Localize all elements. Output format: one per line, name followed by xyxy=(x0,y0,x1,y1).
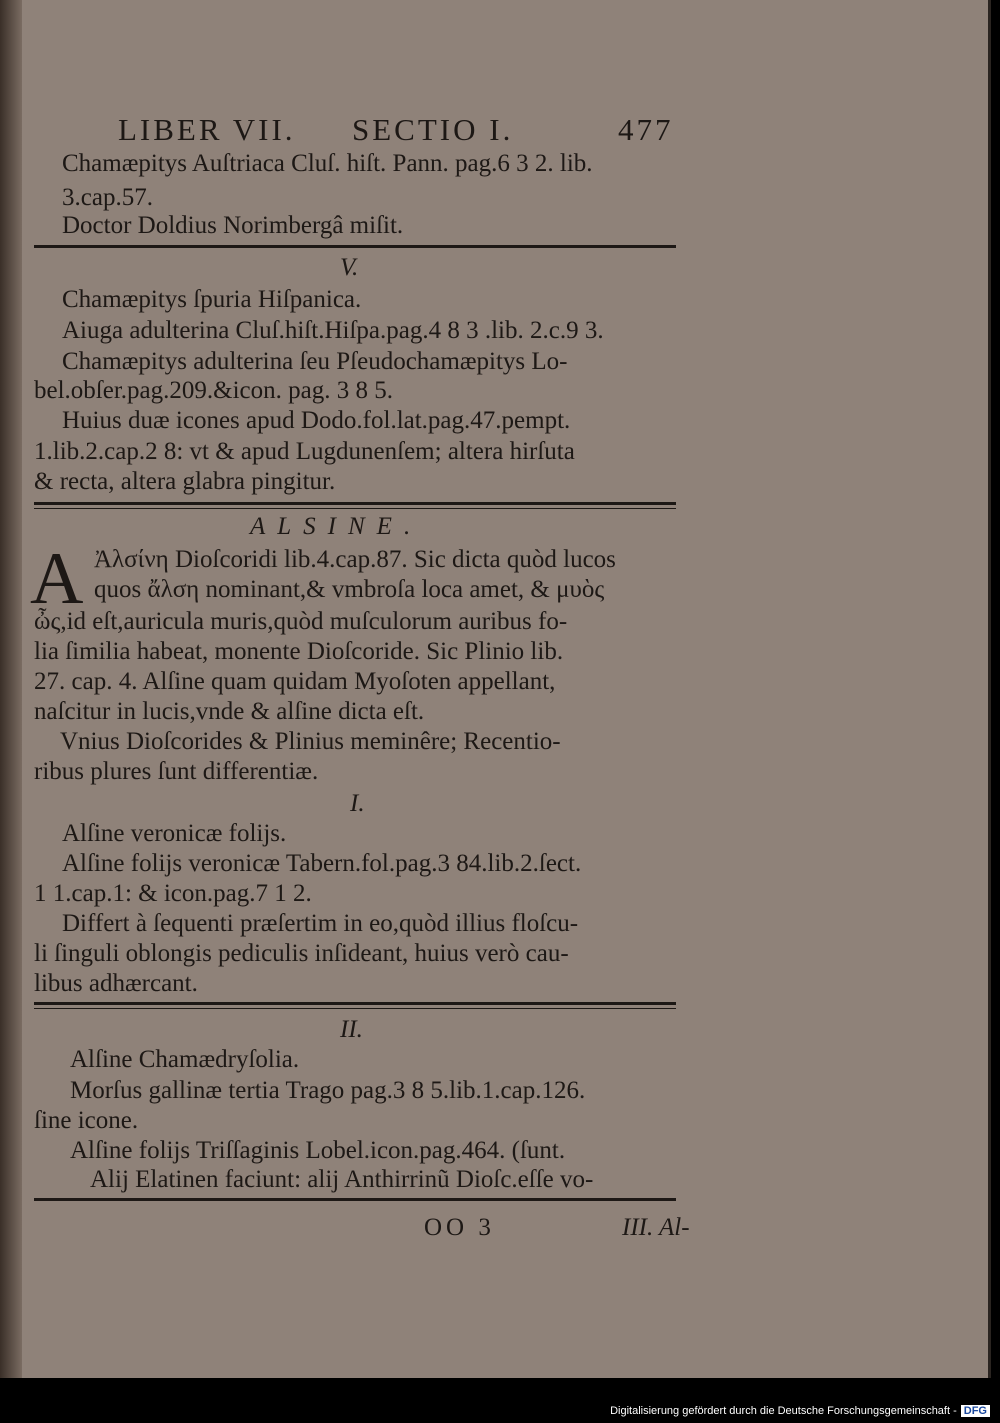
section-rule xyxy=(34,245,676,248)
text-line: libus adhærcant. xyxy=(34,970,198,997)
text-line: ὦς,id eſt,auricula muris,quòd muſculorum auribus fo- xyxy=(34,608,568,635)
text-line: 1.lib.2.cap.2 8: vt & apud Lugdunenſem; altera hirſuta xyxy=(34,438,575,465)
section-rule xyxy=(34,502,676,505)
signature-mark: OO 3 xyxy=(424,1214,495,1241)
section-number-ii: II. xyxy=(340,1016,363,1043)
text-line: 3.cap.57. xyxy=(62,184,153,211)
running-head-liber: LIBER VII. xyxy=(118,112,296,147)
text-line: Alij Elatinen faciunt: alij Anthirrinũ Dioſc.eſſe vo- xyxy=(90,1166,594,1193)
text-line: Vnius Dioſcorides & Plinius meminêre; Recentio- xyxy=(60,728,561,755)
text-line: 27. cap. 4. Alſine quam quidam Myoſoten appellant, xyxy=(34,668,556,695)
text-line: lia ſimilia habeat, monente Dioſcoride. Sic Plinio lib. xyxy=(34,638,564,665)
running-head-sectio: SECTIO I. xyxy=(352,112,514,147)
text-line: Alſine folijs Triſſaginis Lobel.icon.pag.464. (ſunt. xyxy=(70,1137,566,1164)
text-line: & recta, altera glabra pingitur. xyxy=(34,468,336,495)
text-line: Ἀλσίνη Dioſcoridi lib.4.cap.87. Sic dicta quòd lucos xyxy=(94,546,616,573)
text-line: Alſine folijs veronicæ Tabern.fol.pag.3 84.lib.2.ſect. xyxy=(62,850,582,877)
text-line: Morſus gallinæ tertia Trago pag.3 8 5.lib.1.cap.126. xyxy=(70,1077,586,1104)
text-line: 1 1.cap.1: & icon.pag.7 1 2. xyxy=(34,880,312,907)
text-line: Chamæpitys Auſtriaca Cluſ. hiſt. Pann. pag.6 3 2. lib. xyxy=(62,150,593,177)
text-line: li ſinguli oblongis pediculis inſideant, huius verò cau- xyxy=(34,940,569,967)
footer-text: Digitalisierung gefördert durch die Deutsche Forschungsgemeinschaft - xyxy=(610,1405,957,1417)
section-title-alsine: ALSINE. xyxy=(250,513,423,540)
drop-cap: A xyxy=(30,538,84,620)
text-line: Aiuga adulterina Cluſ.hiſt.Hiſpa.pag.4 8 3 .lib. 2.c.9 3. xyxy=(62,317,604,344)
section-rule xyxy=(34,1002,676,1005)
text-line: Chamæpitys ſpuria Hiſpanica. xyxy=(62,286,362,313)
text-line: quos ἄλση nominant,& vmbroſa loca amet, & μυὸς xyxy=(94,576,605,603)
page-number: 477 xyxy=(618,112,674,147)
section-rule-thin xyxy=(34,1008,676,1009)
catchword: III. Al- xyxy=(622,1214,690,1241)
text-line: Alſine Chamædryſolia. xyxy=(70,1046,300,1073)
text-line: Chamæpitys adulterina ſeu Pſeudochamæpitys Lo- xyxy=(62,348,568,375)
section-number-i: I. xyxy=(350,790,365,817)
text-line: Huius duæ icones apud Dodo.fol.lat.pag.47.pempt. xyxy=(62,407,571,434)
book-spine xyxy=(0,0,22,1378)
text-line: Doctor Doldius Norimbergâ miſit. xyxy=(62,212,404,239)
text-line: naſcitur in lucis,vnde & alſine dicta eſt. xyxy=(34,698,425,725)
text-line: ribus plures ſunt differentiæ. xyxy=(34,758,319,785)
dfg-logo: DFG xyxy=(961,1405,990,1417)
text-line: ſine icone. xyxy=(34,1107,139,1134)
text-line: Differt à ſequenti præſertim in eo,quòd illius floſcu- xyxy=(62,910,579,937)
dfg-credit-footer xyxy=(610,1405,990,1417)
text-line: bel.obſer.pag.209.&icon. pag. 3 8 5. xyxy=(34,377,393,404)
section-number-v: V. xyxy=(340,254,359,281)
bottom-rule xyxy=(34,1198,676,1201)
section-rule-thin xyxy=(34,508,676,509)
text-line: Alſine veronicæ folijs. xyxy=(62,820,287,847)
